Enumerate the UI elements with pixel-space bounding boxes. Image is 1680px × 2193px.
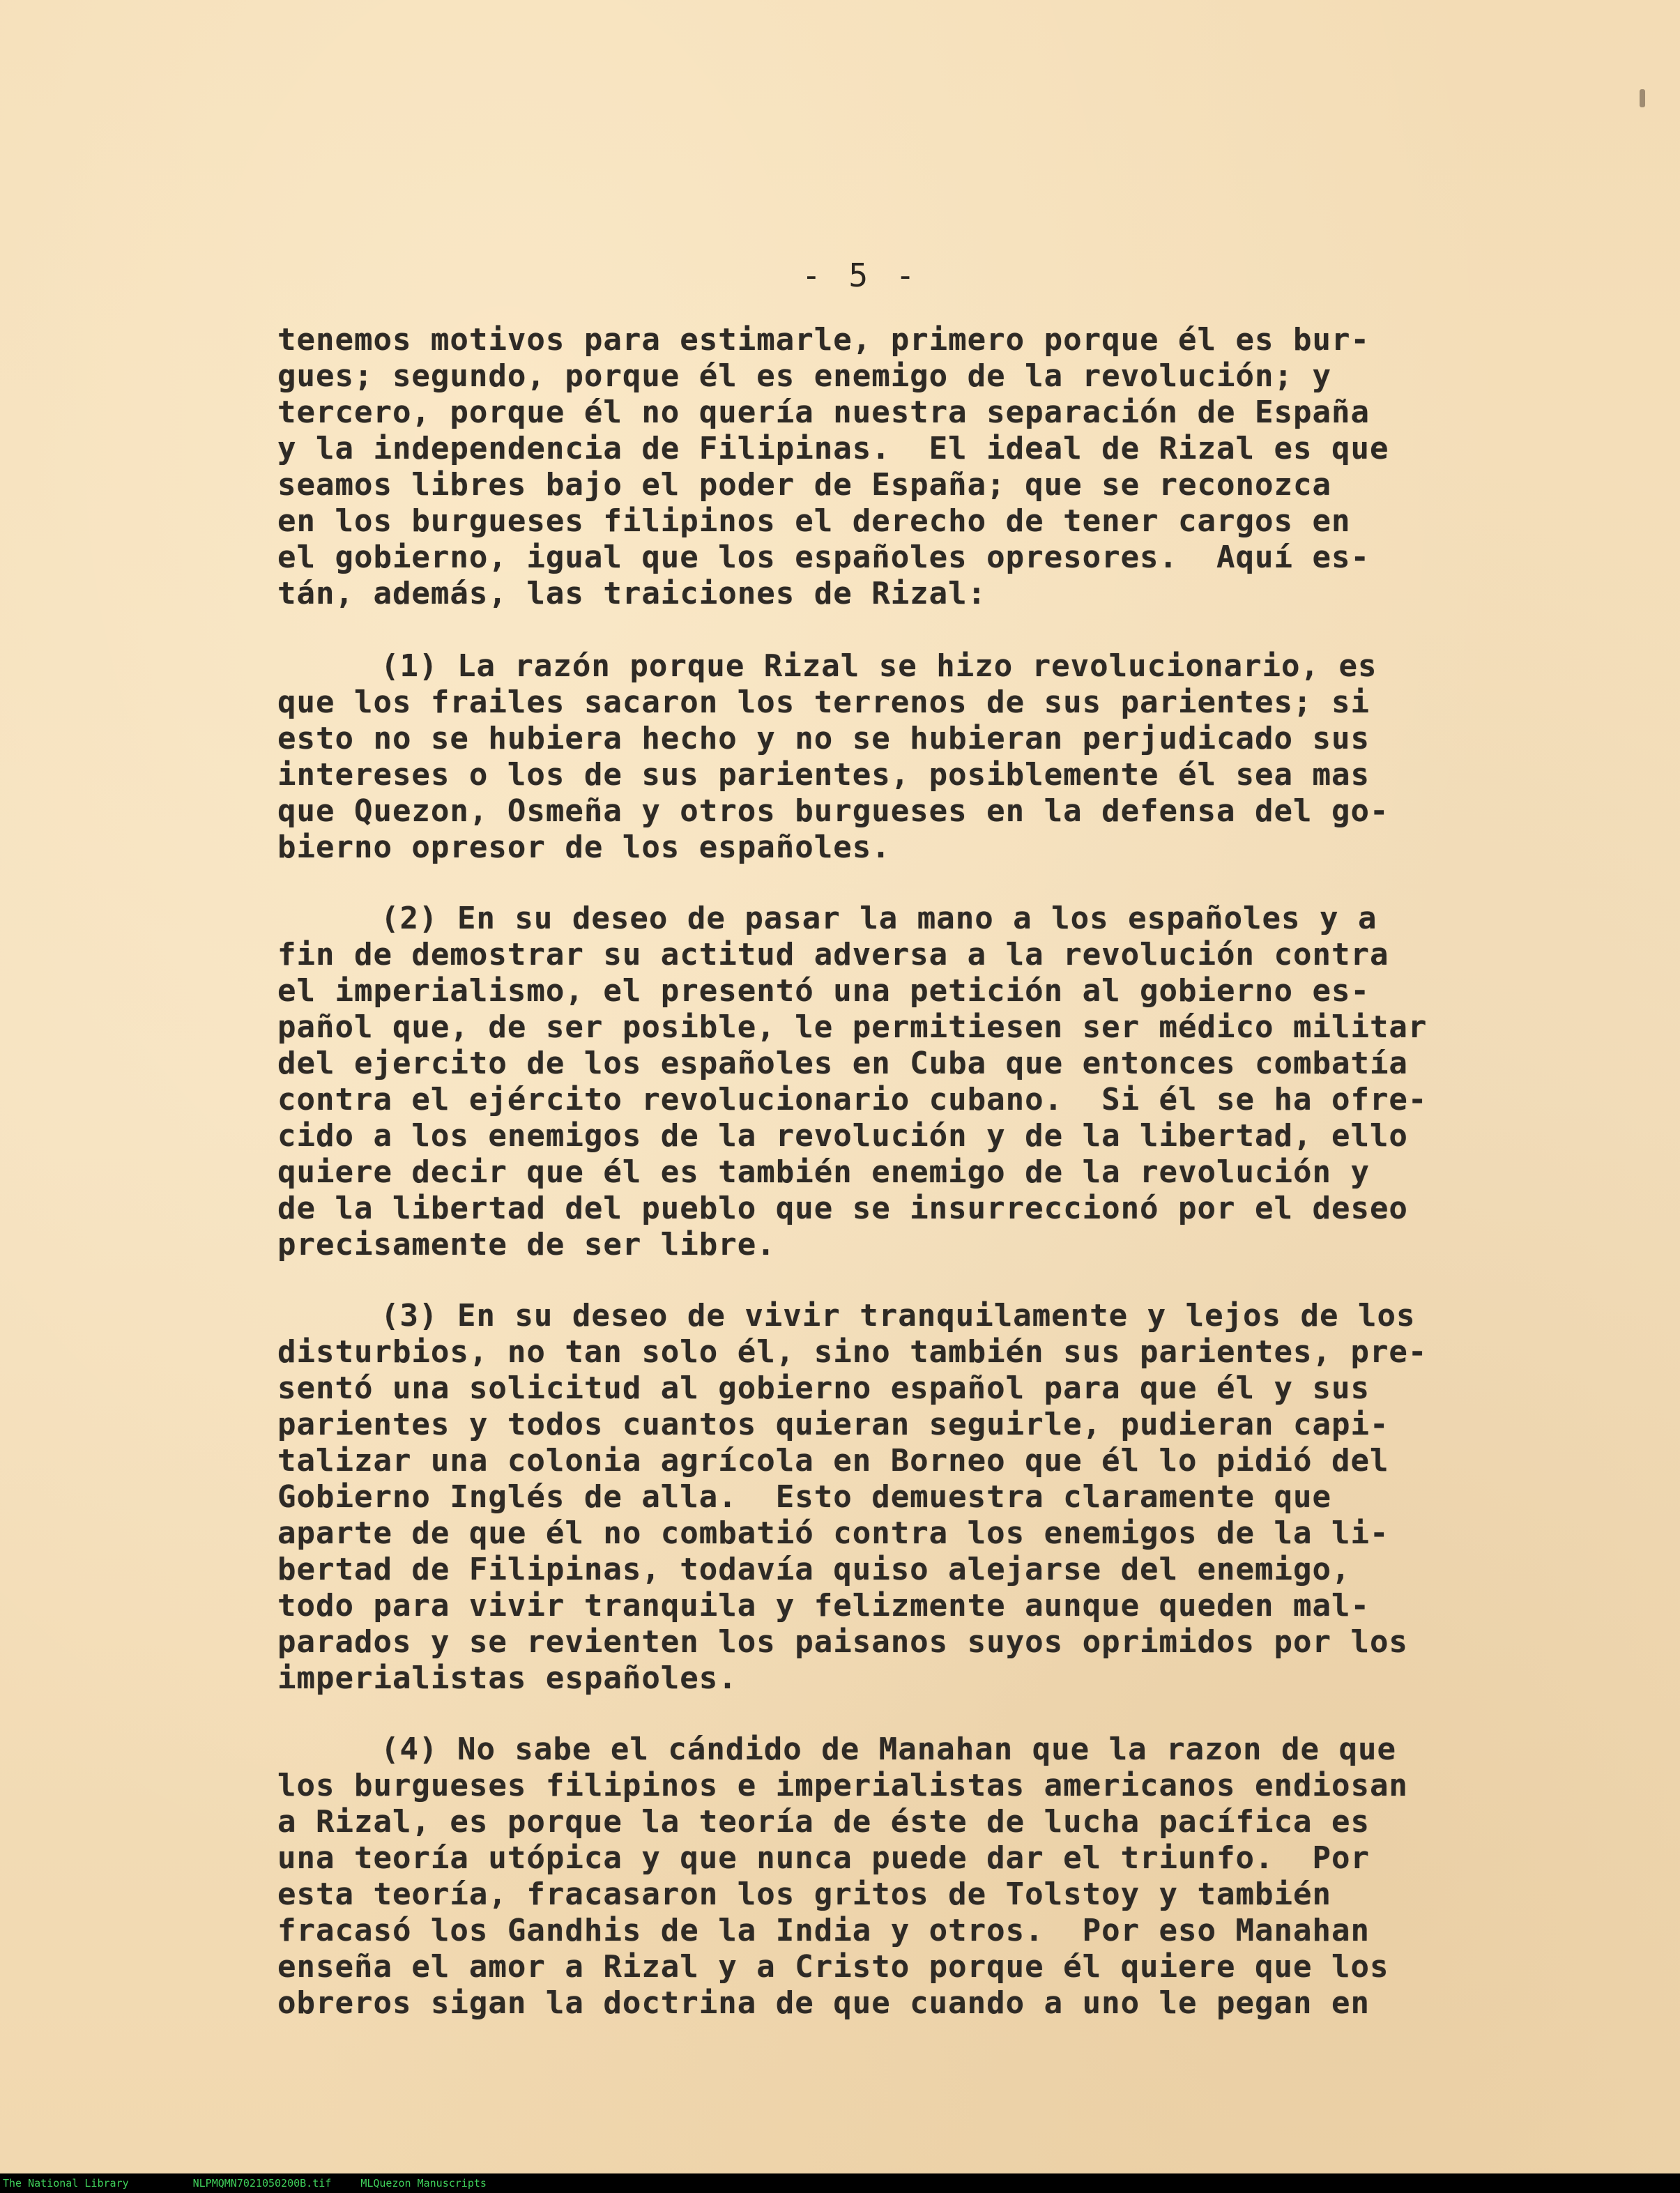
text-line: aparte de que él no combatió contra los enemigos de la li- — [277, 1515, 1389, 1551]
scan-footer-bar — [0, 2173, 1680, 2193]
text-line: esta teoría, fracasaron los gritos de Tolstoy y también — [277, 1877, 1331, 1912]
text-line: intereses o los de sus parientes, posiblemente él sea mas — [277, 757, 1370, 793]
text-line: enseña el amor a Rizal y a Cristo porque él quiere que los — [277, 1949, 1389, 1985]
text-line: Gobierno Inglés de alla. Esto demuestra claramente que — [277, 1479, 1331, 1515]
text-line: precisamente de ser libre. — [277, 1227, 776, 1262]
text-line: los burgueses filipinos e imperialistas americanos endiosan — [277, 1768, 1408, 1803]
text-line: tenemos motivos para estimarle, primero porque él es bur- — [277, 322, 1370, 358]
margin-mark — [1640, 89, 1645, 107]
text-line: el gobierno, igual que los españoles opresores. Aquí es- — [277, 540, 1370, 575]
paragraph-item-3 — [277, 1298, 1532, 1697]
text-line: gues; segundo, porque él es enemigo de la revolución; y — [277, 358, 1331, 394]
paragraph-item-1 — [277, 648, 1532, 866]
text-line: a Rizal, es porque la teoría de éste de lucha pacífica es — [277, 1804, 1370, 1840]
page-number: - 5 - — [802, 257, 919, 294]
text-line: bierno opresor de los españoles. — [277, 830, 891, 865]
text-line: (2) En su deseo de pasar la mano a los españoles y a — [381, 901, 1377, 936]
text-line: sentó una solicitud al gobierno español para que él y sus — [277, 1370, 1370, 1406]
footer-library: The National Library — [3, 2177, 129, 2190]
text-line: quiere decir que él es también enemigo de la revolución y — [277, 1154, 1370, 1190]
text-line: disturbios, no tan solo él, sino también sus parientes, pre- — [277, 1334, 1428, 1370]
text-line: fin de demostrar su actitud adversa a la revolución contra — [277, 937, 1389, 972]
text-line: del ejercito de los españoles en Cuba que entonces combatía — [277, 1046, 1408, 1081]
text-line: esto no se hubiera hecho y no se hubieran perjudicado sus — [277, 721, 1370, 756]
text-line: contra el ejército revolucionario cubano. Si él se ha ofre- — [277, 1082, 1428, 1117]
text-line: seamos libres bajo el poder de España; que se reconozca — [277, 467, 1331, 503]
paragraph-intro — [277, 322, 1532, 612]
paragraph-item-2 — [277, 901, 1532, 1263]
text-line: el imperialismo, el presentó una petición al gobierno es- — [277, 973, 1370, 1009]
text-line: (4) No sabe el cándido de Manahan que la razon de que — [381, 1732, 1396, 1767]
footer-collection: MLQuezon Manuscripts — [360, 2177, 487, 2190]
text-line: una teoría utópica y que nunca puede dar el triunfo. Por — [277, 1840, 1370, 1876]
text-line: en los burgueses filipinos el derecho de tener cargos en — [277, 503, 1351, 539]
text-line: bertad de Filipinas, todavía quiso alejarse del enemigo, — [277, 1552, 1351, 1587]
text-line: cido a los enemigos de la revolución y de la libertad, ello — [277, 1118, 1408, 1154]
text-line: imperialistas españoles. — [277, 1660, 738, 1696]
text-line: tercero, porque él no quería nuestra separación de España — [277, 395, 1370, 430]
footer-filename: NLPMQMN7021050200B.tif — [192, 2177, 332, 2190]
text-line: (3) En su deseo de vivir tranquilamente y lejos de los — [381, 1298, 1416, 1334]
text-line: todo para vivir tranquila y felizmente aunque queden mal- — [277, 1588, 1370, 1623]
text-line: y la independencia de Filipinas. El ideal de Rizal es que — [277, 431, 1389, 466]
text-line: talizar una colonia agrícola en Borneo que él lo pidió del — [277, 1443, 1389, 1478]
text-line: (1) La razón porque Rizal se hizo revolucionario, es — [381, 648, 1377, 684]
text-line: parados y se revienten los paisanos suyos oprimidos por los — [277, 1624, 1408, 1660]
text-line: pañol que, de ser posible, le permitiesen ser médico militar — [277, 1009, 1428, 1045]
text-line: fracasó los Gandhis de la India y otros. Por eso Manahan — [277, 1913, 1370, 1948]
text-line: de la libertad del pueblo que se insurreccionó por el deseo — [277, 1191, 1408, 1226]
text-line: parientes y todos cuantos quieran seguirle, pudieran capi- — [277, 1407, 1389, 1442]
paragraph-item-4 — [277, 1732, 1532, 2022]
text-line: que Quezon, Osmeña y otros burgueses en la defensa del go- — [277, 793, 1389, 829]
text-line: tán, además, las traiciones de Rizal: — [277, 576, 987, 611]
text-line: que los frailes sacaron los terrenos de sus parientes; si — [277, 685, 1370, 720]
text-line: obreros sigan la doctrina de que cuando a uno le pegan en — [277, 1985, 1370, 2021]
body-text — [277, 322, 1532, 2056]
